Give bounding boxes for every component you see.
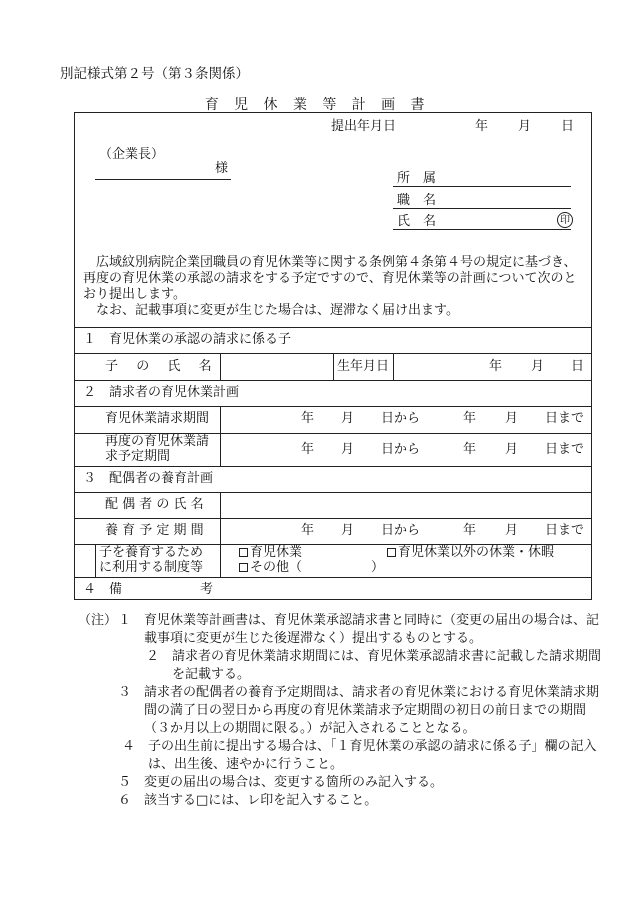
repeat-end-year: 年	[463, 442, 477, 457]
affiliation-field[interactable]	[393, 186, 571, 187]
leave-period-label: 育児休業請求期間	[105, 411, 210, 426]
submission-date-label: 提出年月日	[331, 119, 397, 134]
notes-head: （注）	[78, 613, 118, 628]
section1-heading: １ 育児休業の承認の請求に係る子	[83, 332, 292, 347]
name-label: 氏 名	[397, 214, 437, 229]
addressee-honorific: 様	[215, 161, 229, 176]
note-number: ３	[118, 685, 132, 700]
spouse-name-label: 配 偶 者 の 氏 名	[105, 497, 204, 512]
option-other-close: ）	[371, 560, 385, 575]
note-number: ２	[146, 649, 160, 664]
period-end-year: 年	[463, 411, 477, 426]
birth-date-label: 生年月日	[337, 359, 390, 374]
rule	[75, 380, 591, 381]
system-label-line1: 子を養育するため	[99, 545, 204, 560]
child-name-label: 子 の 氏 名	[105, 359, 215, 374]
rule	[393, 353, 394, 380]
checkbox-other-leave[interactable]	[387, 548, 396, 557]
rule	[75, 466, 591, 467]
care-start-month: 月	[341, 523, 355, 538]
repeat-start-month: 月	[341, 442, 355, 457]
position-label: 職 名	[397, 193, 437, 208]
spouse-name-field[interactable]	[221, 493, 591, 518]
note-text: 請求者の育児休業請求期間には、育児休業承認請求書に記載した請求期間を記載する。	[172, 649, 602, 682]
note-text: 子の出生前に提出する場合は、「１育児休業の承認の請求に係る子」欄の記入は、出生後、速やかに行うこと。	[148, 739, 597, 772]
rule	[75, 518, 591, 519]
birth-day-label: 日	[571, 359, 585, 374]
option-other-leave[interactable]	[387, 545, 554, 561]
name-field[interactable]	[393, 229, 571, 230]
rule	[333, 353, 334, 380]
rule	[95, 544, 96, 577]
section3-heading: ３ 配偶者の養育計画	[83, 471, 214, 486]
repeat-end-month: 月	[505, 442, 519, 457]
care-end-year: 年	[463, 523, 477, 538]
option-childcare-leave-label: 育児休業	[250, 545, 303, 560]
repeat-start-year: 年	[301, 442, 315, 457]
note-number: ５	[118, 775, 132, 790]
note-number: １	[118, 613, 132, 628]
option-other-label: その他（	[250, 560, 303, 575]
care-period-label: 養 育 予 定 期 間	[105, 523, 204, 538]
rule	[75, 327, 591, 328]
rule	[75, 406, 591, 407]
note-text: 変更の届出の場合は、変更する箇所のみ記入する。	[144, 775, 444, 790]
checkbox-childcare-leave[interactable]	[239, 548, 248, 557]
option-childcare-leave[interactable]	[239, 545, 302, 561]
period-start-year: 年	[301, 411, 315, 426]
child-name-field[interactable]	[221, 354, 333, 380]
option-other-leave-label: 育児休業以外の休業・休暇	[398, 545, 555, 560]
repeat-period-label-line1: 再度の育児休業請	[105, 434, 210, 449]
system-label-line2: に利用する制度等	[99, 560, 204, 575]
care-end-month: 月	[505, 523, 519, 538]
note-number: ４	[122, 739, 136, 754]
section4-heading: ４ 備 考	[83, 582, 214, 597]
seal-mark: 印	[557, 212, 573, 228]
plan-form	[74, 112, 592, 600]
submission-month-label: 月	[518, 119, 532, 134]
affiliation-label: 所 属	[397, 171, 437, 186]
period-end-month: 月	[505, 411, 519, 426]
form-number-label: 別記様式第２号（第３条関係）	[60, 66, 249, 82]
note-text: 該当する□には、レ印を記入すること。	[144, 793, 378, 808]
care-start-day: 日から	[381, 523, 421, 538]
option-other[interactable]	[239, 560, 302, 576]
period-start-day: 日から	[381, 411, 421, 426]
care-end-day: 日まで	[545, 523, 585, 538]
rule	[220, 406, 221, 466]
care-start-year: 年	[301, 523, 315, 538]
document-title: 育 児 休 業 等 計 画 書	[204, 97, 426, 113]
note-text: 請求者の配偶者の養育予定期間は、請求者の育児休業における育児休業請求期間の満了日の翌日から再度の育児休業請求予定期間の初日の前日までの期間（３か月以上の期間に限る。）が記入されることとなる。	[144, 685, 600, 736]
rule	[75, 577, 591, 578]
intro-note: なお、記載事項に変更が生じた場合は、遅滞なく届け出ます。	[96, 303, 459, 318]
addressee-underline	[95, 179, 231, 180]
repeat-period-label-line2: 求予定期間	[105, 449, 171, 464]
addressee-title: （企業長）	[99, 147, 165, 162]
note-number: ６	[118, 793, 132, 808]
birth-month-label: 月	[531, 359, 545, 374]
period-end-day: 日まで	[545, 411, 585, 426]
repeat-end-day: 日まで	[545, 442, 585, 457]
note-text: 育児休業等計画書は、育児休業承認請求書と同時に（変更の届出の場合は、記載事項に変更が生じた後遅滞なく）提出するものとする。	[144, 613, 600, 646]
submission-day-label: 日	[561, 119, 575, 134]
submission-year-label: 年	[475, 119, 489, 134]
position-field[interactable]	[393, 208, 571, 209]
repeat-start-day: 日から	[381, 442, 421, 457]
intro-paragraph: 広域紋別病院企業団職員の育児休業等に関する条例第４条第４号の規定に基づき、再度の育児休業の承認の請求をする予定ですので、育児休業等の計画について次のとおり提出します。	[83, 255, 577, 302]
section2-heading: ２ 請求者の育児休業計画	[83, 385, 240, 400]
period-start-month: 月	[341, 411, 355, 426]
birth-year-label: 年	[489, 359, 503, 374]
checkbox-other[interactable]	[239, 563, 248, 572]
